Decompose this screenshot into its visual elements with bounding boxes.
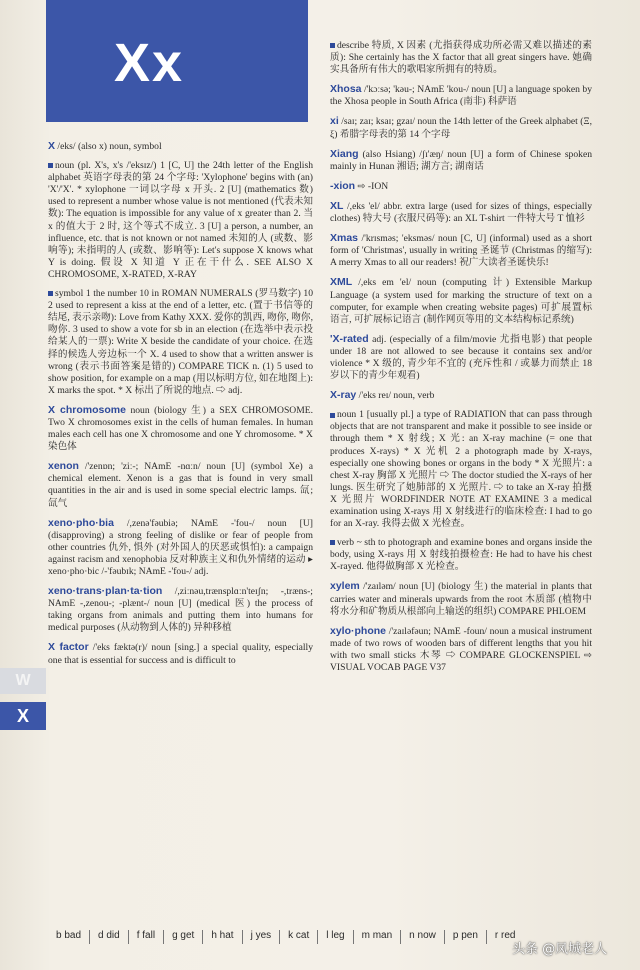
pronunciation-key: k cat <box>279 930 317 944</box>
letter-banner <box>46 0 308 122</box>
entry-headword: XML <box>330 276 353 289</box>
pronunciation-key: h hat <box>202 930 241 944</box>
entry-definition: /'zenɒn; 'ziː-; NAmE -nɑːn/ noun [U] (symbol Xe) a chemical element. Xenon is a gas that is found in very small quantities in the air and is used in some special electric lamps. 氙; 氙气 <box>48 461 313 509</box>
sense-marker-icon <box>48 291 53 296</box>
watermark: 头条 @凤城老人 <box>512 942 608 957</box>
banner-letters: Xx <box>114 33 185 93</box>
entry-headword: xenon <box>48 460 79 473</box>
entry-definition: adj. (especially of a film/movie 尤指电影) that people under 18 are not allowed to see because it contains sex and/or violence * X 级的, 青少年不宜的 (充斥性和 / 或暴力而禁止 18 岁以下的青少年观看) <box>330 333 592 382</box>
left-column <box>48 140 313 674</box>
entry-headword: X-ray <box>330 389 357 402</box>
entry-headword: Xiang <box>330 147 359 160</box>
pronunciation-key: n now <box>400 930 444 944</box>
pronunciation-key: p pen <box>444 930 486 944</box>
pronunciation-key: f fall <box>128 930 163 944</box>
dictionary-entry <box>330 232 592 269</box>
entry-definition: /'kɔːsə; 'kəu-; NAmE 'kou-/ noun [U] a language spoken by the Xhosa people in South Africa (南非) 科萨语 <box>330 84 592 108</box>
entry-definition: /,eks em 'el/ noun (computing 计) Extensible Markup Language (a system used for marking the structure of text on a computer, for example when creating website pages) 可扩展置标语言, 可扩展标记语言 (制作网页等用的文本结构标记系统) <box>330 277 592 325</box>
entry-headword: X chromosome <box>48 403 126 416</box>
pronunciation-key: j yes <box>242 930 280 944</box>
pronunciation-key: r red <box>486 930 524 944</box>
entry-definition: /'zaɪləfəun; NAmE -foun/ noun a musical instrument made of two rows of wooden bars of different lengths that you hit with two small sticks 木琴 ⇨ COMPARE GLOCKENSPIEL ⇨ VISUAL VOCAB PAGE V37 <box>330 625 592 674</box>
dictionary-entry <box>330 276 592 325</box>
entry-definition: symbol 1 the number 10 in ROMAN NUMERALS (罗马数字) 10 2 used to represent a kiss at the end of a letter, etc. (置于书信等的结尾, 表示亲吻): Love from Kathy XXX. 爱你的凯西, 吻你, 吻你, 吻你. 3 used to show a vote for sb in an election (在选举中表示投给某人的一票): Write X beside the candidate of your choice. 在选择的候选人旁边标一个 X. 4 used to show that a written answer is wrong (表示书面答案是错的) COMPARE TICK n. (1) 5 used to show position, for example on a map (用以标明方位, 如在地图上): X marks the spot. * X 标出了所说的地点. ⇨ adj. <box>48 288 313 396</box>
entry-headword: xi <box>330 115 339 128</box>
entry-headword: Xmas <box>330 232 359 245</box>
entry-definition: noun (biology 生) a SEX CHROMOSOME. Two X chromosomes exist in the cells of human females. In human males each cell has one X chromosome and one Y chromosome. * X 染色体 <box>48 404 314 453</box>
entry-headword: Xhosa <box>330 83 362 96</box>
pronunciation-key: g get <box>163 930 202 944</box>
dictionary-entry <box>48 140 313 153</box>
dictionary-entry <box>48 517 313 578</box>
entry-definition: noun (pl. X's, x's /'eksɪz/) 1 [C, U] the 24th letter of the English alphabet 英语字母表的第 24 个字母: 'Xylophone' begins with (an) 'X'/'X'. * xylophone 一词以字母 x 开头. 2 [U] (mathematics 数) used to represent a number whose value is not mentioned (代表未知数): The equation is impossible for any value of x greater than 2. 当 x 的值大于 2 时, 这个等式不成立. 3 [U] a person, a number, an influence, etc. that is not known or not named 未知的人 (或数、影响等); 未指明的人 (或数、影响等): Let's suppose X knows what Y is doing. 假设 X 知道 Y 正在干什么. SEE ALSO X CHROMOSOME, X-RATED, X-RAY <box>48 160 313 280</box>
dictionary-entry <box>48 404 313 453</box>
dictionary-entry <box>330 83 592 108</box>
side-tab-previous-letter: W <box>0 668 46 694</box>
entry-headword: xylem <box>330 580 360 593</box>
entry-headword: XL <box>330 199 344 212</box>
sense-marker-icon <box>330 540 335 545</box>
entry-headword: xeno·trans·plan·ta·tion <box>48 585 163 598</box>
right-column <box>330 40 592 681</box>
entry-headword: X <box>48 140 56 152</box>
entry-definition: noun 1 [usually pl.] a type of RADIATION that can pass through objects that are not transparent and make it possible to see inside or through them * X 射线; X 光: an X-ray machine (= one that produces X-rays) * X 光机 2 a photograph made by X-rays, especially one showing bones or organs in the body * X 光照片: a chest X-ray 胸部 X 光照片 ⇨ The doctor studied the X-rays of her lungs. 医生研究了她肺部的 X 光照片. ⇨ to take an X-ray 拍摄 X 光照片 WORDFINDER NOTE AT EXAMINE 3 a medical examination using X-rays 用 X 射线进行的临床检查: I had to go for an X-ray. 我得去做 X 光检查。 <box>330 409 592 530</box>
entry-definition: /saɪ; zaɪ; ksaɪ; gzaɪ/ noun the 14th letter of the Greek alphabet (Ξ, ξ) 希腊字母表的第 14 个字母 <box>330 116 592 140</box>
sense-marker-icon <box>48 163 53 168</box>
dictionary-entry <box>330 625 592 674</box>
dictionary-entry <box>330 40 592 76</box>
dictionary-entry <box>330 333 592 382</box>
entry-definition: /,ziːnəu,trænsplɑːn'teɪʃn; -,træns-; NAmE -,zenou-; -plænt-/ noun [U] (medical 医) the process of taking organs from animals and putting them into humans for medical purposes (从动物到人体的) 异种移植 <box>48 586 313 634</box>
entry-headword: 'X-rated <box>330 332 369 345</box>
dictionary-entry <box>330 389 592 402</box>
sense-marker-icon <box>330 43 335 48</box>
dictionary-entry <box>330 148 592 173</box>
dictionary-entry <box>48 585 313 634</box>
entry-headword: xylo·phone <box>330 624 387 637</box>
entry-definition: verb ~ sth to photograph and examine bones and organs inside the body, using X-rays 用 X 射线拍摄检查: He had to have his chest X-rayed. 他得做胸部 X 光检查。 <box>330 537 592 573</box>
entry-definition: (also Hsiang) /ʃɪ'æŋ/ noun [U] a form of Chinese spoken mainly in Hunan 湘语; 湖方言; 湖南话 <box>330 148 592 172</box>
dictionary-entry <box>48 160 313 281</box>
pronunciation-key: d did <box>89 930 128 944</box>
entry-definition: describe 特质, X 因素 (尤指获得成功所必需又难以描述的素质): She certainly has the X factor that all great singers have. 她确实具备所有伟大的歌唱家所拥有的特质。 <box>330 40 592 76</box>
dictionary-entry <box>330 115 592 140</box>
side-tab-current-letter: X <box>0 702 46 730</box>
dictionary-entry <box>330 537 592 573</box>
entry-definition: /,zenə'fəubiə; NAmE -'fou-/ noun [U] (disapproving) a strong feeling of dislike or fear of people from other countries 仇外, 惧外 (对外国人的厌恶或惧怕): a campaign against racism and xenophobia 反对种族主义和仇外情绪的运动 ▸ xeno·pho·bic /-'fəubɪk; NAmE -'fou-/ adj. <box>48 517 313 577</box>
entry-definition: /'eks reɪ/ noun, verb <box>358 390 435 402</box>
entry-definition: /eks/ (also x) noun, symbol <box>57 141 162 152</box>
entry-definition: /'krɪsməs; 'eksməs/ noun [C, U] (informal) used as a short form of 'Christmas', usually in writing 圣诞节 (Christmas 的缩写): A merry Xmas to all our readers! 祝广大读者圣诞快乐! <box>330 233 592 269</box>
entry-definition: /,eks 'el/ abbr. extra large (used for sizes of things, especially clothes) 特大号 (衣服尺码等): an XL T-shirt 一件特大号 T 恤衫 <box>330 200 592 225</box>
dictionary-entry <box>48 641 313 666</box>
entry-headword: X factor <box>48 641 89 654</box>
entry-definition: /'eks fæktə(r)/ noun [sing.] a special quality, especially one that is essential for success and is difficult to <box>48 642 313 666</box>
entry-headword: xeno·pho·bia <box>48 516 114 529</box>
dictionary-entry <box>330 580 592 617</box>
dictionary-entry <box>330 409 592 530</box>
dictionary-entry <box>48 288 313 397</box>
pronunciation-key: m man <box>353 930 401 944</box>
sense-marker-icon <box>330 413 335 418</box>
entry-definition: ⇨ -ION <box>357 180 389 192</box>
pronunciation-key: l leg <box>317 930 352 944</box>
pronunciation-key: b bad <box>56 930 82 941</box>
dictionary-entry <box>330 180 592 193</box>
entry-headword: -xion <box>330 179 356 192</box>
dictionary-entry <box>48 460 313 509</box>
dictionary-entry <box>330 200 592 225</box>
entry-definition: /'zaɪləm/ noun [U] (biology 生) the material in plants that carries water and minerals upwards from the root 木质部 (植物中将水分和矿物质从根部向上输送的组织) COMPARE PHLOEM <box>330 581 592 617</box>
